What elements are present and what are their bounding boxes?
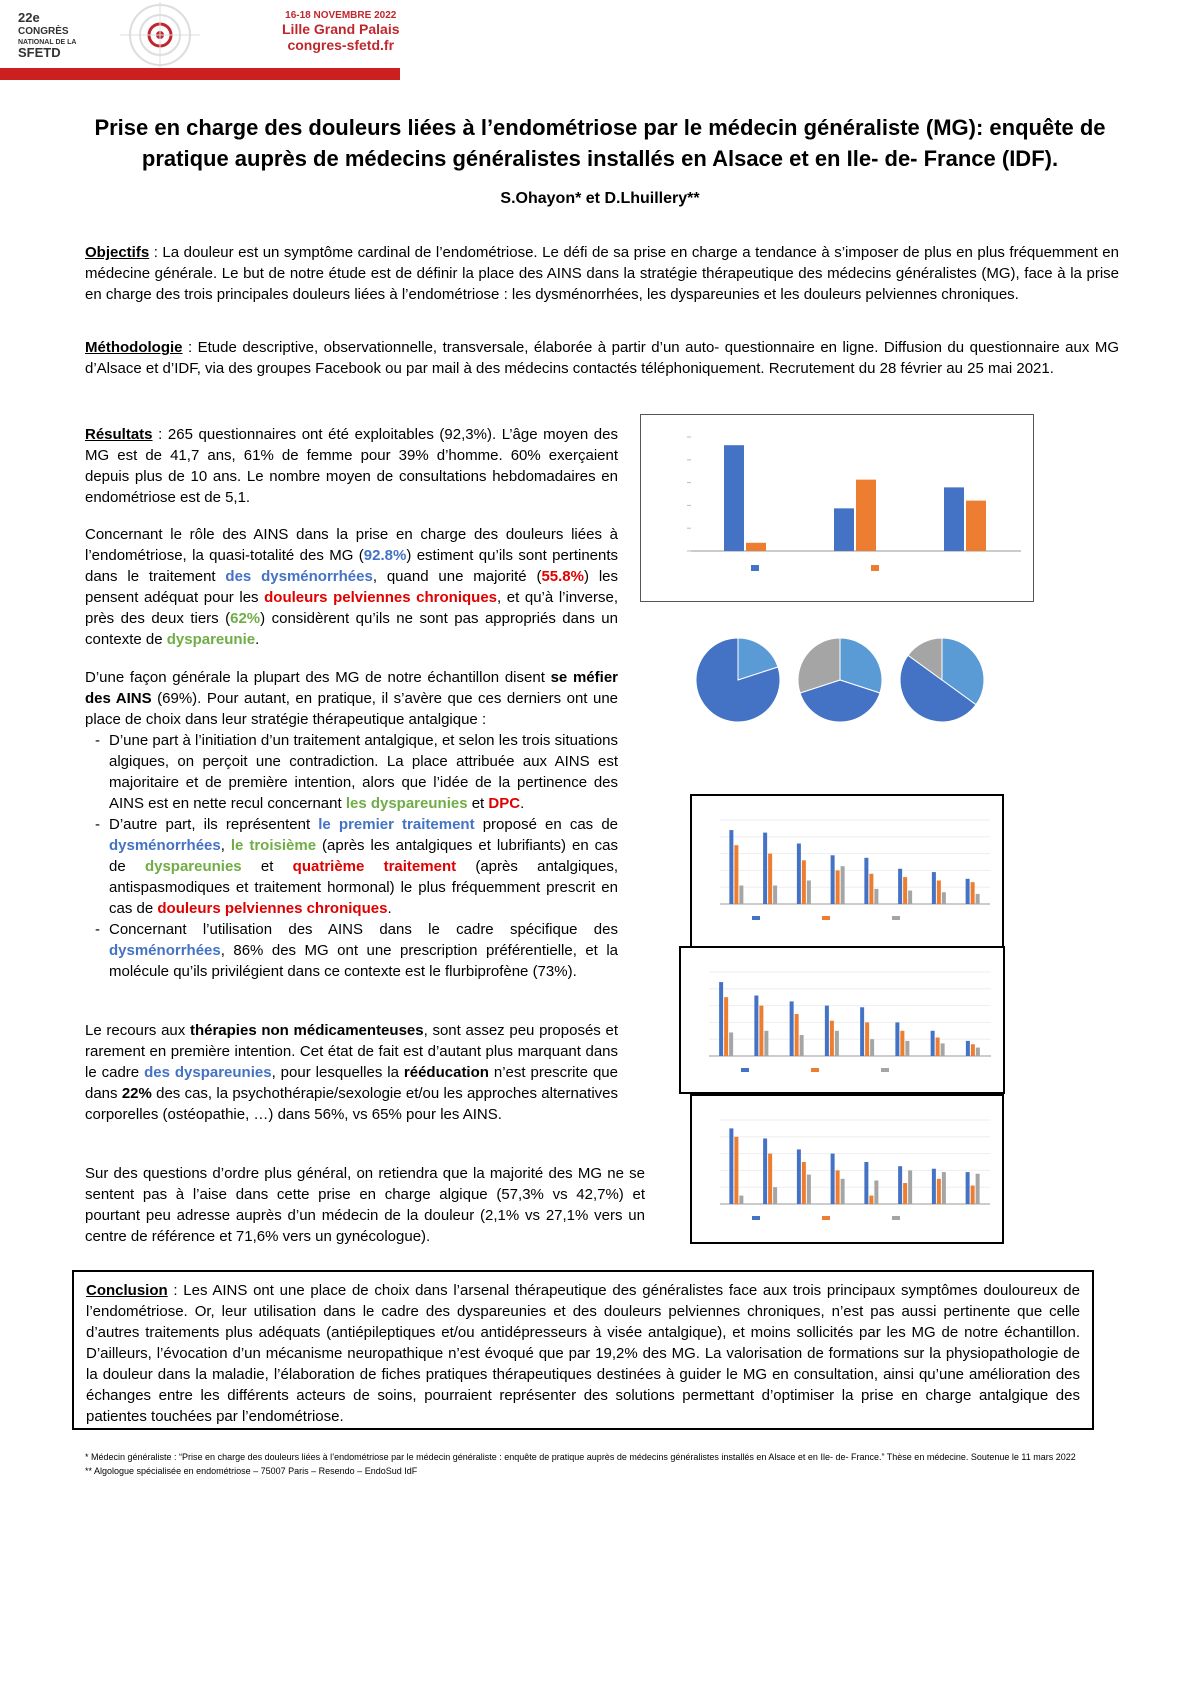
figure-5-bar-chart	[690, 1094, 1004, 1244]
bar	[734, 845, 738, 904]
text-run: , pour lesquelles la	[271, 1064, 404, 1081]
bar	[739, 1196, 743, 1204]
text-run: D’autre part, ils représentent	[109, 816, 319, 833]
legend-swatch	[892, 1216, 900, 1220]
bar	[971, 882, 975, 904]
bar	[790, 1001, 794, 1056]
legend-swatch	[822, 916, 830, 920]
bar	[729, 1128, 733, 1204]
bar	[763, 833, 767, 904]
text-run: (69%). Pour autant, en pratique, il s’avère que ces derniers ont une place de choix dans leur stratégie thérapeutique antalgique :	[85, 690, 619, 728]
methodologie-paragraph	[85, 337, 1119, 379]
bar	[936, 1038, 940, 1056]
bar	[898, 869, 902, 904]
resultats-paragraph-4	[85, 1020, 618, 1125]
legend-swatch	[752, 916, 760, 920]
legend-swatch	[751, 565, 759, 571]
bar	[754, 996, 758, 1056]
logo-target-icon	[110, 2, 250, 68]
text-bold: rééducation	[403, 1064, 489, 1081]
bar	[763, 1138, 767, 1204]
bar	[944, 487, 964, 551]
bar	[898, 1166, 902, 1204]
bar-chart-dpc	[692, 1096, 1002, 1242]
congress-banner	[0, 0, 400, 80]
conclusion-text: : Les AINS ont une place de choix dans l’arsenal thérapeutique des généralistes face aux trois principaux symptômes douloureux de l’endométriose. Or, leur utilisation dans le cadre des dyspareunies et des douleurs pelviennes chroniques, n’est pas aussi pertinente que celle d’autres traitements plus adéquats (antiépileptiques et/ou antidépresseurs à visée antalgique), et moins sollicités par les MG de notre échantillon. D’ailleurs, l’évocation d’un mécanisme neuropathique n’est évoqué que par 19,2% des MG. La valorisation de formations sur la physiopathologie de la douleur dans la maladie, l’élaboration de fiches pratiques thérapeutiques destinées à guider le MG en consultation, ainsi qu’une amélioration des échanges entre les différents acteurs de soins, pourraient représenter des solutions permettant d’optimiser la prise en charge antalgique des patientes touchées par l’endométriose.	[86, 1282, 1080, 1425]
highlight-blue: 92.8%	[363, 547, 407, 564]
bar	[869, 1196, 873, 1204]
methodologie-text: : Etude descriptive, observationnelle, transversale, élaborée à partir d’un auto- questionnaire en ligne. Diffusion du questionnaire aux MG d’Alsace et d’IDF, via des groupes Facebook ou par mail à des médecins contactés téléphoniquement. Recrutement du 28 février au 25 mai 2021.	[85, 339, 1119, 377]
bar	[942, 892, 946, 904]
figure-3-bar-chart	[690, 794, 1004, 950]
bar	[841, 1179, 845, 1204]
legend-swatch	[752, 1216, 760, 1220]
logo-line-3: SFETD	[18, 45, 61, 60]
bar-chart-dysmenorrhees	[692, 796, 1002, 948]
bar	[831, 1154, 835, 1204]
highlight-blue: des dyspareunies	[144, 1064, 272, 1081]
highlight-red: quatrième traitement	[292, 858, 457, 875]
bar	[773, 1187, 777, 1204]
list-item	[109, 919, 618, 982]
bar	[825, 1006, 829, 1056]
resultats-label: Résultats	[85, 426, 153, 443]
bar	[932, 872, 936, 904]
bar	[905, 1041, 909, 1056]
footnote-1: * Médecin généraliste : “Prise en charge des douleurs liées à l’endométriose par le médecin généraliste : enquête de pratique auprès de médecins généralistes installés en Alsace et en Ile- de- France.” Thèse en médecine. Soutenue le 11 mars 2022	[85, 1452, 1076, 1462]
bar	[802, 1162, 806, 1204]
bar	[802, 860, 806, 904]
bar	[864, 858, 868, 904]
bar	[966, 879, 970, 904]
bar	[856, 480, 876, 551]
text-run: ,	[220, 837, 231, 854]
highlight-blue: dysménorrhées	[109, 837, 221, 854]
bar	[836, 1170, 840, 1204]
text-run: et	[467, 795, 489, 812]
bar	[931, 1031, 935, 1056]
bar	[869, 874, 873, 904]
bar	[900, 1031, 904, 1056]
bar	[865, 1022, 869, 1056]
highlight-blue: le premier traitement	[318, 816, 475, 833]
text-run: n’est prescrite que dans	[85, 1064, 618, 1102]
bar	[966, 501, 986, 551]
bar	[908, 891, 912, 904]
legend-swatch	[811, 1068, 819, 1072]
bar	[746, 543, 766, 551]
text-run: ) considèrent qu’ils ne sont pas appropriés dans un contexte de	[85, 610, 618, 648]
text-run: et	[241, 858, 293, 875]
bar	[724, 445, 744, 551]
text-run: D’une part à l’initiation d’un traitement antalgique, et selon les trois situations algiques, on perçoit une contradiction. La place attribuée aux AINS est majoritaire et de première intention, alors que l’idée de la pertinence des AINS est en nette recul concernant	[109, 732, 618, 812]
bar	[874, 889, 878, 904]
bar	[976, 1174, 980, 1204]
congress-url[interactable]: congres-sfetd.fr	[287, 37, 395, 53]
banner-stripe	[0, 68, 400, 80]
bar	[903, 877, 907, 904]
text-run: , 86% des MG ont une prescription préférentielle, et la molécule qu’ils privilégient dans ce contexte est le flurbiprofène (73%).	[109, 942, 618, 980]
banner-info	[282, 10, 400, 53]
bar	[971, 1044, 975, 1056]
bar	[768, 1154, 772, 1204]
figure-1-bar-chart	[640, 414, 1034, 602]
figure-4-bar-chart	[679, 946, 1005, 1094]
bar	[773, 886, 777, 904]
highlight-red: douleurs pelviennes chroniques	[264, 589, 498, 606]
text-run: , quand une majorité (	[372, 568, 542, 585]
bar	[941, 1043, 945, 1056]
bar	[870, 1039, 874, 1056]
text-bold: se méfier des AINS	[85, 669, 618, 707]
legend-swatch	[741, 1068, 749, 1072]
objectifs-text: : La douleur est un symptôme cardinal de l’endométriose. Le défi de sa prise en charge a tendance à s’imposer de plus en plus fréquemment en médecine générale. Le but de notre étude est de définir la place des AINS dans la stratégie thérapeutique des médecins généralistes (MG), face à la prise en charge des trois principales douleurs liées à l’endométriose : les dysménorrhées, les dyspareunies et les douleurs pelviennes chroniques.	[85, 244, 1119, 303]
list-item	[109, 730, 618, 814]
bar	[874, 1180, 878, 1204]
bar	[734, 1137, 738, 1204]
congress-dates: 16-18 NOVEMBRE 2022	[285, 10, 397, 21]
objectifs-label: Objectifs	[85, 244, 150, 261]
list-item	[109, 814, 618, 919]
logo-edition: 22e	[18, 10, 40, 25]
objectifs-paragraph	[85, 242, 1119, 305]
pie-charts	[690, 610, 1030, 770]
resultats-paragraph-3	[85, 667, 618, 982]
resultats-paragraph-1	[85, 424, 618, 508]
bar	[800, 1035, 804, 1056]
highlight-green: les dyspareunies	[345, 795, 468, 812]
legend-swatch	[892, 916, 900, 920]
bar	[908, 1170, 912, 1204]
bar	[797, 1149, 801, 1204]
logo-line-1: CONGRÈS	[18, 26, 69, 37]
methodologie-label: Méthodologie	[85, 339, 183, 356]
bar	[976, 894, 980, 904]
bar	[795, 1014, 799, 1056]
highlight-red: 55.8%	[541, 568, 584, 585]
bar	[864, 1162, 868, 1204]
text-run: ) les pensent adéquat pour les	[85, 568, 618, 606]
authors: S.Ohayon* et D.Lhuillery**	[500, 190, 700, 207]
bar	[759, 1006, 763, 1056]
text-run: , et qu’à l’inverse, près des deux tiers (	[85, 589, 619, 627]
bar	[831, 855, 835, 904]
resultats-paragraph-2	[85, 524, 618, 650]
logo-line-2: NATIONAL DE LA	[18, 39, 77, 46]
bar	[976, 1048, 980, 1056]
conclusion-label: Conclusion	[86, 1282, 168, 1299]
text-bold: 22%	[121, 1085, 152, 1102]
bar	[937, 880, 941, 904]
bar	[739, 886, 743, 904]
bar	[836, 870, 840, 904]
bar	[895, 1022, 899, 1056]
resultats-paragraph-5: Sur des questions d’ordre plus général, on retiendra que la majorité des MG ne se sentent pas à l’aise dans cette prise en charge algique (57,3% vs 42,7%) et pourtant peu adresse auprès d’un médecin de la douleur (2,1% vs 27,1% vers un centre de référence et 71,6% vers un gynécologue).	[85, 1165, 645, 1245]
bar	[932, 1169, 936, 1204]
text-run: .	[387, 900, 392, 917]
bar	[971, 1186, 975, 1204]
legend-swatch	[881, 1068, 889, 1072]
legend-swatch	[822, 1216, 830, 1220]
highlight-green: le troisième	[230, 837, 317, 854]
bar	[937, 1179, 941, 1204]
bar	[797, 844, 801, 904]
bar	[966, 1041, 970, 1056]
resultats-list	[85, 730, 618, 982]
text-run: (après antalgiques, antispasmodiques et traitement hormonal) le plus fréquemment prescrit en cas de	[109, 858, 619, 917]
text-run: D’une façon générale la plupart des MG de notre échantillon disent	[85, 669, 551, 686]
bar	[841, 866, 845, 904]
bar	[807, 880, 811, 904]
text-run: des cas, la psychothérapie/sexologie et/ou les approches alternatives corporelles (ostéopathie, …) dans 56%, vs 65% pour les AINS.	[85, 1085, 618, 1123]
text-run: (après les antalgiques et lubrifiants) en cas de	[109, 837, 618, 875]
highlight-blue: des dysménorrhées	[225, 568, 373, 585]
bar	[729, 1032, 733, 1056]
text-run: ) estiment qu’ils sont pertinents dans le traitement	[85, 547, 619, 585]
bar	[768, 854, 772, 904]
footnotes	[85, 1450, 1105, 1478]
bar-chart-dyspareunies	[681, 948, 1003, 1092]
bar	[764, 1031, 768, 1056]
text-run: .	[255, 631, 260, 648]
highlight-blue: dysménorrhées	[109, 942, 221, 959]
bar	[719, 982, 723, 1056]
bar	[729, 830, 733, 904]
bar	[834, 508, 854, 551]
highlight-green: dyspareunie	[166, 631, 256, 648]
bar	[942, 1172, 946, 1204]
bar	[724, 997, 728, 1056]
conclusion-box	[72, 1270, 1094, 1430]
bar	[807, 1175, 811, 1204]
bar	[860, 1007, 864, 1056]
text-run: proposé en cas de	[474, 816, 618, 833]
footnote-2: ** Algologue spécialisée en endométriose – 75007 Paris – Resendo – EndoSud IdF	[85, 1466, 418, 1476]
figure-2-pie-charts	[690, 610, 1030, 770]
bar	[835, 1031, 839, 1056]
text-bold: thérapies non médicamenteuses	[189, 1022, 424, 1039]
text-run: .	[520, 795, 525, 812]
highlight-green: dyspareunies	[144, 858, 242, 875]
highlight-red: DPC	[488, 795, 521, 812]
highlight-green: 62%	[230, 610, 261, 627]
resultats-text-1: : 265 questionnaires ont été exploitables (92,3%). L’âge moyen des MG est de 41,7 ans, 61% de femme pour 39% d’homme. 60% exerçaient depuis plus de 10 ans. Le nombre moyen de consultations hebdomadaires en endométriose est de 5,1.	[85, 426, 618, 506]
highlight-red: douleurs pelviennes chroniques	[157, 900, 388, 917]
congress-place: Lille Grand Palais	[282, 21, 400, 37]
bar	[830, 1021, 834, 1056]
poster-title: Prise en charge des douleurs liées à l’endométriose par le médecin généraliste (MG): enquête de pratique auprès de médecins généralistes installés en Alsace et en Ile- de- France (IDF).	[94, 115, 1106, 171]
text-run: , sont assez peu proposés et rarement en première intention. Cet état de fait est d’autant plus marquant dans le cadre	[85, 1022, 618, 1081]
text-run: Concernant le rôle des AINS dans la prise en charge des douleurs liées à l’endométriose, la quasi-totalité des MG (	[85, 526, 618, 564]
text-run: Concernant l’utilisation des AINS dans le cadre spécifique des	[109, 921, 618, 938]
bar	[903, 1183, 907, 1204]
bar	[966, 1172, 970, 1204]
text-run: Le recours aux	[85, 1022, 190, 1039]
bar-chart-1	[641, 415, 1033, 601]
legend-swatch	[871, 565, 879, 571]
